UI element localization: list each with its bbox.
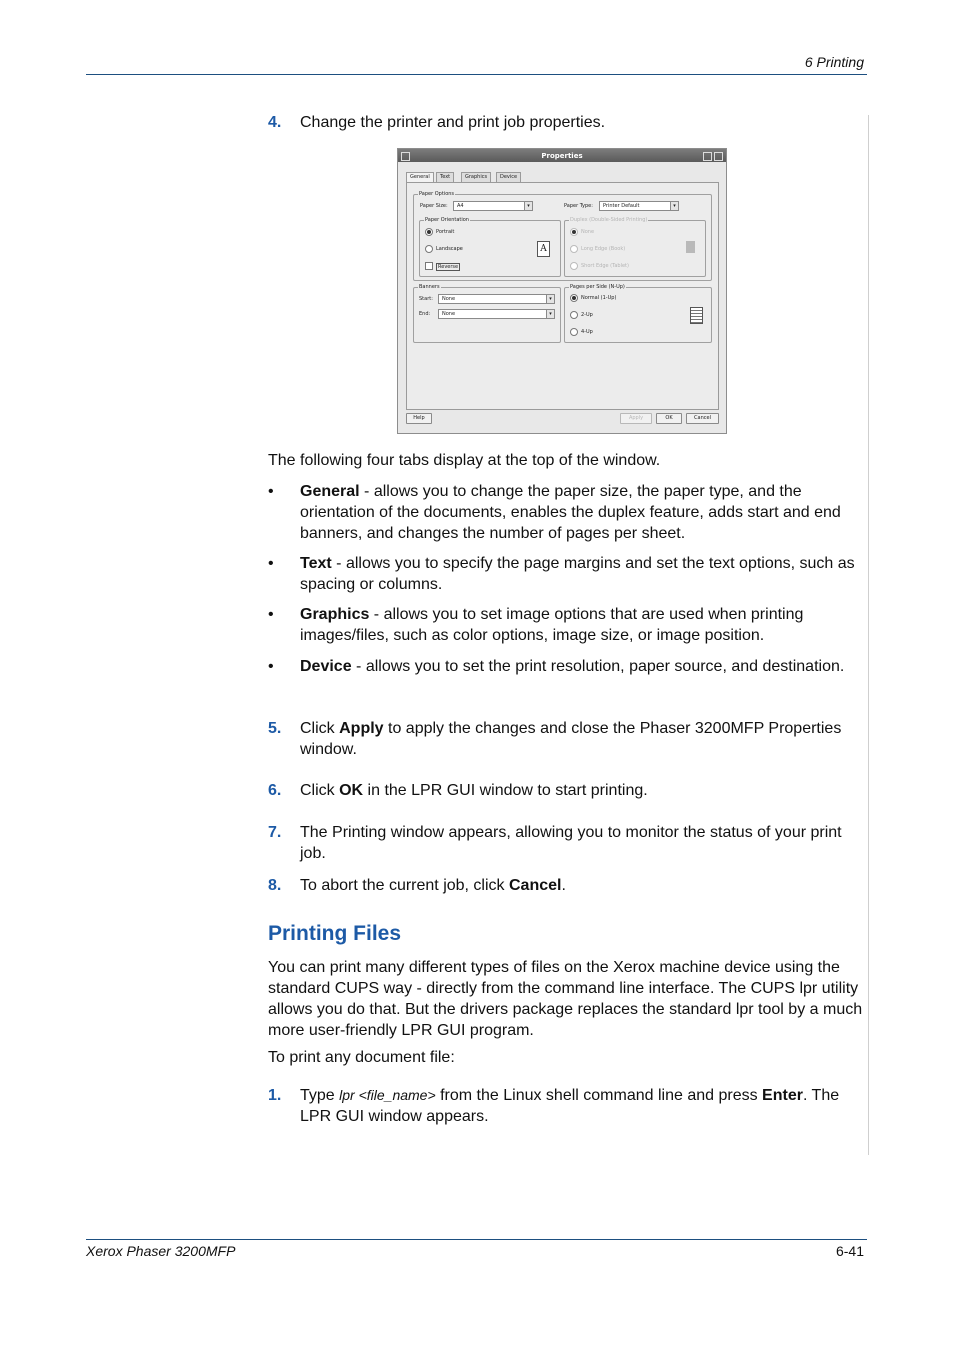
footer-page-number: 6-41: [835, 1243, 864, 1259]
properties-dialog: [397, 148, 727, 434]
chevron-down-icon: ▾: [546, 295, 554, 303]
duplex-preview-icon: [686, 241, 695, 253]
2up-label: 2-Up: [581, 312, 593, 318]
portrait-preview-icon: A: [537, 241, 550, 257]
bullet-text: - allows you to change the paper size, the paper type, and the orientation of the documents, enables the duplex feature, adds start and end banners, and changes the number of pages per sheet.: [300, 483, 841, 542]
pages-per-side-group: [564, 284, 712, 343]
long-edge-radio[interactable]: [570, 245, 578, 253]
duplex-none-label: None: [581, 229, 595, 235]
ok-button[interactable]: OK: [656, 413, 682, 424]
nup-preview-icon: [690, 307, 703, 324]
general-panel: [406, 182, 719, 410]
portrait-label: Portrait: [436, 229, 455, 235]
bullet-term: Device: [300, 658, 352, 675]
dialog-title: Properties: [541, 152, 583, 160]
reverse-checkbox[interactable]: [425, 262, 433, 270]
reverse-label: Reverse: [438, 264, 459, 270]
long-edge-label: Long Edge (Book): [581, 246, 626, 252]
paper-type-value: Printer Default: [603, 203, 640, 209]
tab-graphics[interactable]: Graphics: [461, 172, 491, 183]
paper-type-select[interactable]: [599, 201, 679, 211]
tab-general[interactable]: General: [406, 172, 434, 184]
normal-1up-label: Normal (1-Up): [581, 295, 617, 301]
end-banner-value: None: [442, 311, 456, 317]
footer-product: Xerox Phaser 3200MFP: [86, 1243, 236, 1259]
paper-size-label: Paper Size:: [420, 203, 448, 209]
step-number: 7.: [268, 824, 282, 841]
bullet-term: General: [300, 483, 360, 500]
4up-label: 4-Up: [581, 329, 593, 335]
start-banner-select[interactable]: [438, 294, 555, 304]
group-legend: Pages per Side (N-Up): [570, 284, 625, 290]
banners-group: [413, 284, 561, 343]
bullet-term: Text: [300, 555, 332, 572]
orientation-group: [419, 217, 561, 277]
help-button[interactable]: Help: [406, 413, 432, 424]
tabs-intro: The following four tabs display at the top of the window.: [268, 452, 661, 469]
tab-device[interactable]: Device: [496, 172, 521, 183]
dialog-titlebar: [398, 149, 726, 162]
portrait-radio[interactable]: [425, 228, 433, 236]
group-legend: Banners: [419, 284, 440, 290]
short-edge-label: Short Edge (Tablet): [581, 263, 629, 269]
side-rule: [868, 115, 869, 1155]
step-number: 8.: [268, 877, 282, 894]
bullet-term: Graphics: [300, 606, 370, 623]
maximize-icon[interactable]: [703, 152, 712, 161]
tab-text[interactable]: Text: [436, 172, 454, 183]
duplex-none-radio[interactable]: [570, 228, 578, 236]
paper-size-select[interactable]: [453, 201, 533, 211]
4up-radio[interactable]: [570, 328, 578, 336]
bullet-text: - allows you to specify the page margins and set the text options, such as spacing or columns.: [300, 555, 855, 593]
step-number: 5.: [268, 720, 282, 737]
header-rule: [86, 74, 867, 75]
cancel-button[interactable]: Cancel: [686, 413, 719, 424]
section-heading: Printing Files: [268, 922, 402, 945]
running-header: 6 Printing: [804, 54, 864, 70]
step-number: 4.: [268, 114, 282, 131]
command-text: lpr <file_name>: [339, 1087, 436, 1103]
paper-options-group: [413, 191, 712, 281]
normal-1up-radio[interactable]: [570, 294, 578, 302]
step-text: The Printing window appears, allowing you to monitor the status of your print job.: [300, 824, 842, 862]
short-edge-radio[interactable]: [570, 262, 578, 270]
step-number: 1.: [268, 1087, 282, 1104]
duplex-group: [564, 217, 706, 277]
landscape-label: Landscape: [436, 246, 463, 252]
step-text: Change the printer and print job properties.: [300, 114, 606, 131]
paper-type-label: Paper Type:: [564, 203, 593, 209]
start-banner-value: None: [442, 296, 456, 302]
group-legend: Duplex (Double-Sided Printing): [570, 217, 648, 223]
end-banner-select[interactable]: [438, 309, 555, 319]
start-label: Start:: [419, 296, 433, 302]
apply-button[interactable]: Apply: [620, 413, 652, 424]
chevron-down-icon: ▾: [670, 202, 678, 210]
group-legend: Paper Options: [419, 191, 455, 197]
step-number: 6.: [268, 782, 282, 799]
bullet-text: - allows you to set the print resolution, paper source, and destination.: [351, 658, 845, 675]
2up-radio[interactable]: [570, 311, 578, 319]
landscape-radio[interactable]: [425, 245, 433, 253]
footer-rule: [86, 1239, 867, 1240]
section-paragraph-2: To print any document file:: [268, 1049, 455, 1066]
bullet-text: - allows you to set image options that are used when printing images/files, such as color options, image size, or image position.: [300, 606, 804, 644]
chevron-down-icon: ▾: [524, 202, 532, 210]
paper-size-value: A4: [457, 203, 464, 209]
group-legend: Paper Orientation: [425, 217, 469, 223]
chevron-down-icon: ▾: [546, 310, 554, 318]
close-icon[interactable]: [714, 152, 723, 161]
section-paragraph: You can print many different types of files on the Xerox machine device using the standard CUPS way - directly from the command line interface. The CUPS lpr utility allows you do that. But the drivers package replaces the standard lpr tool by a much more user-friendly LPR GUI program.: [268, 959, 863, 1039]
end-label: End:: [419, 311, 431, 317]
